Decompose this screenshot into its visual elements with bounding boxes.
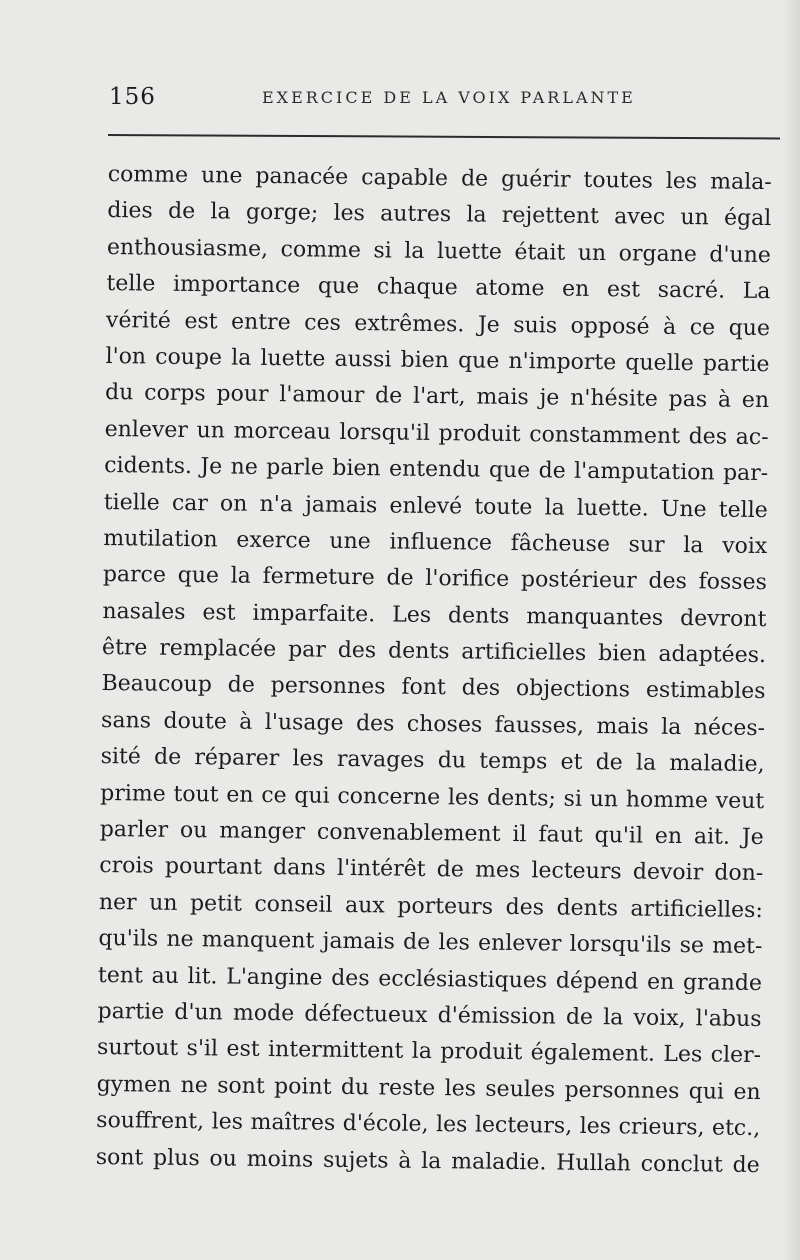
text-line: prime tout en ce qui concerne les dents; si un homme veut [100,780,765,814]
body-text [96,157,772,1184]
text-line: cidents. Je ne parle bien entendu que de l'amputation par- [104,453,769,487]
text-line: comme une panacée capable de guérir toutes les mala- [107,161,772,196]
text-line: ner un petit conseil aux porteurs des dents artificielles: [98,889,763,923]
text-line: l'on coupe la luette aussi bien que n'importe quelle partie [105,343,770,378]
text-line: sans doute à l'usage des choses fausses, mais la néces- [100,707,766,741]
text-line: être remplacée par des dents artificielles bien adaptées. [101,635,767,669]
text-line: partie d'un mode défectueux d'émission de la voix, l'abus [97,998,762,1033]
text-line: sont plus ou moins sujets à la maladie. Hullah conclut de [95,1144,760,1178]
text-line: tent au lit. L'angine des ecclésiastiques dépend en grande [97,962,763,996]
header-rule [108,134,780,140]
text-line: enlever un morceau lorsqu'il produit constamment des ac- [104,416,769,450]
text-line: parler ou manger convenablement il faut qu'il en ait. Je [99,816,764,851]
text-line: dies de la gorge; les autres la rejettent avec un égal [107,198,772,232]
running-title: EXERCICE DE LA VOIX PARLANTE [262,88,636,107]
text-line: gymen ne sont point du reste les seules personnes qui en [96,1071,761,1105]
text-line: surtout s'il est intermittent la produit également. Les cler- [96,1035,762,1069]
text-line: qu'ils ne manquent jamais de les enlever lorsqu'ils se met- [98,926,763,960]
text-line: sité de réparer les ravages du temps et de la maladie, [100,744,765,778]
text-line: du corps pour l'amour de l'art, mais je n'hésite pas à en [104,380,770,414]
text-line: enthousiasme, comme si la luette était un organe d'une [106,234,772,268]
text-line: parce que la fermeture de l'orifice postérieur des fosses [102,562,767,596]
text-line: Beaucoup de personnes font des objections estimables [101,671,766,705]
text-line: tielle car on n'a jamais enlevé toute la luette. Une telle [103,489,768,523]
page-number: 156 [109,84,156,110]
text-line: crois pourtant dans l'intérêt de mes lecteurs devoir don- [99,853,764,887]
text-line: telle importance que chaque atome en est sacré. La [106,271,771,305]
page-edge-shadow [782,0,800,1260]
text-line: mutilation exerce une influence fâcheuse sur la voix [103,525,768,559]
text-line: souffrent, les maîtres d'école, les lecteurs, les crieurs, etc., [96,1108,761,1142]
text-line: vérité est entre ces extrêmes. Je suis opposé à ce que [105,307,771,341]
text-line: nasales est imparfaite. Les dents manquantes devront [102,598,767,632]
